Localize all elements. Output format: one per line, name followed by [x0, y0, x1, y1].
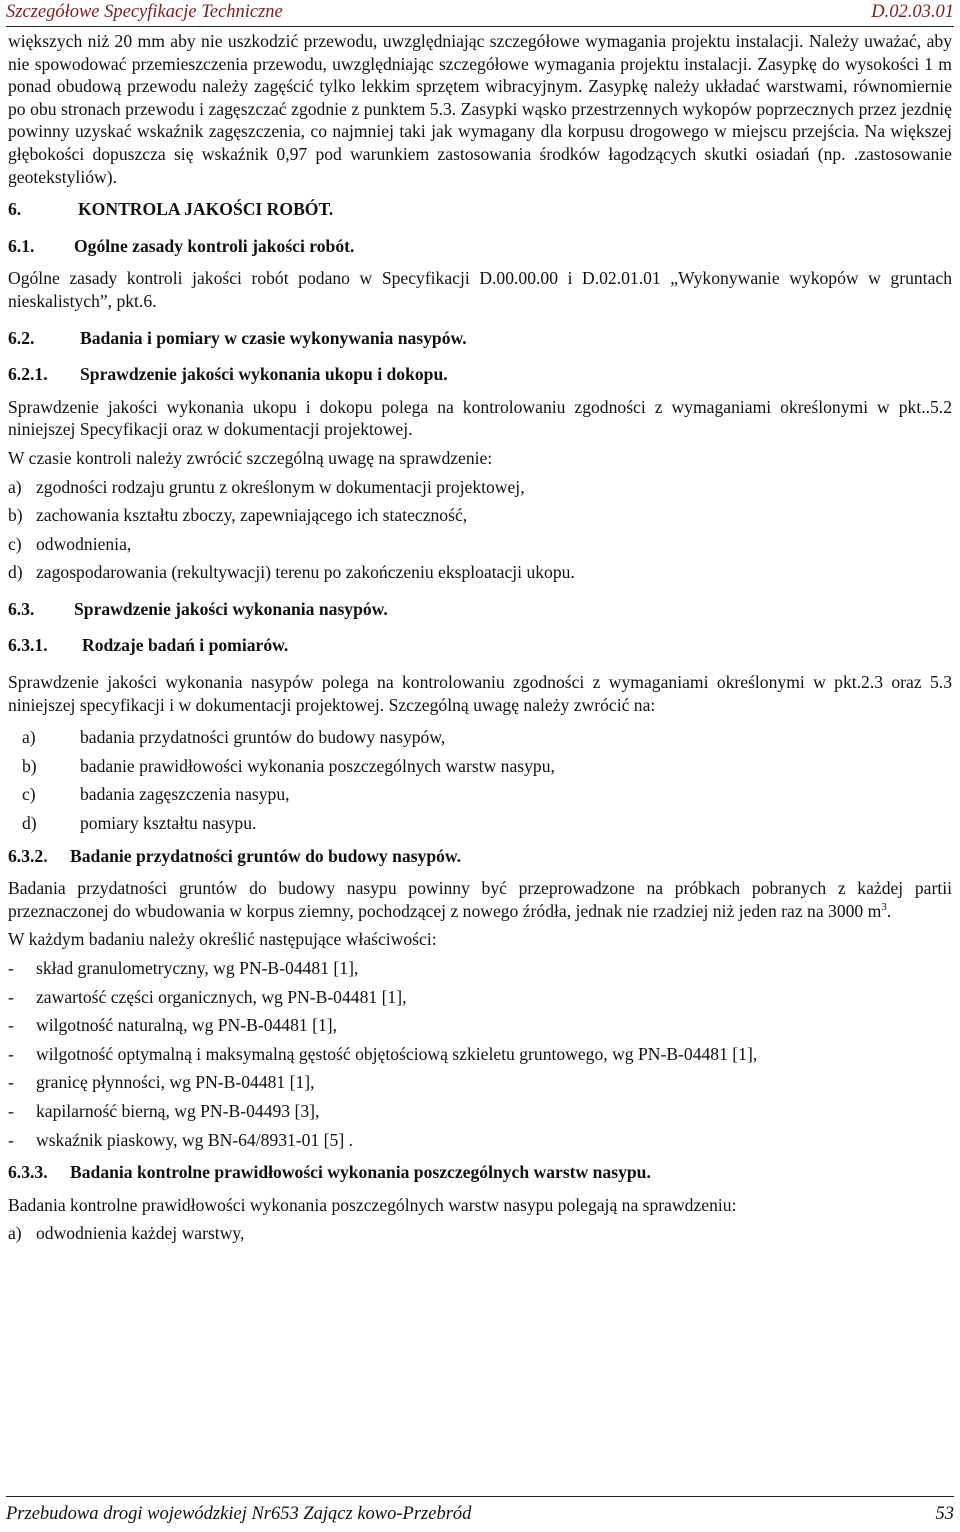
section-6-3-2-list [8, 957, 952, 1151]
section-6-number: 6. [8, 199, 22, 220]
section-6-heading [8, 198, 952, 221]
section-6-3-title: Sprawdzenie jakości wykonania nasypów. [74, 598, 388, 619]
list-marker: a) [8, 476, 22, 497]
page-number: 53 [935, 1504, 954, 1524]
list-text: zachowania kształtu zboczy, zapewniającego ich stateczność, [36, 505, 468, 526]
list-item [8, 1222, 952, 1245]
list-marker: d) [8, 562, 23, 583]
footer-text: Przebudowa drogi wojewódzkiej Nr653 Zającz kowo-Przebród [6, 1504, 472, 1524]
list-marker: - [8, 1100, 14, 1121]
section-6-2-1-number: 6.2.1. [8, 364, 48, 385]
list-item [8, 726, 952, 749]
section-6-3-2-heading [8, 845, 952, 868]
list-text: wskaźnik piaskowy, wg BN-64/8931-01 [5] . [36, 1129, 353, 1150]
list-text: wilgotność optymalną i maksymalną gęstość objętościową szkieletu gruntowego, wg PN-B-04481 [1], [36, 1043, 758, 1064]
list-text: badanie prawidłowości wykonania poszczególnych warstw nasypu, [80, 755, 555, 776]
list-marker: - [8, 986, 14, 1007]
list-text: zawartość części organicznych, wg PN-B-04481 [1], [36, 986, 407, 1007]
section-6-2-1-heading [8, 363, 952, 386]
section-6-1-number: 6.1. [8, 235, 35, 256]
section-6-3-2-number: 6.3.2. [8, 845, 48, 866]
list-item [8, 1129, 952, 1152]
header-code: D.02.03.01 [871, 2, 954, 22]
section-6-3-number: 6.3. [8, 598, 35, 619]
page-footer [6, 1496, 954, 1527]
list-text: odwodnienia, [36, 533, 132, 554]
list-item [8, 504, 952, 527]
section-6-3-2-lead: W każdym badaniu należy określić następujące właściwości: [8, 929, 437, 950]
section-6-3-3-text: Badania kontrolne prawidłowości wykonania poszczególnych warstw nasypu polegają na sprawdzeniu: [8, 1194, 737, 1215]
list-marker: a) [8, 1223, 22, 1244]
list-item [8, 986, 952, 1009]
section-6-3-1-title: Rodzaje badań i pomiarów. [82, 635, 289, 656]
list-item [8, 783, 952, 806]
list-item [8, 1014, 952, 1037]
section-6-3-2-text-body: Badania przydatności gruntów do budowy nasypu powinny być przeprowadzone na próbkach pobranych z każdej partii przeznaczonej do wbudowania w korpus ziemny, pochodzącej z nowego źródła, jednak nie rzadziej niż jeden raz na 3000 m [8, 878, 952, 921]
list-text: wilgotność naturalną, wg PN-B-04481 [1], [36, 1015, 338, 1036]
list-marker: c) [22, 784, 36, 805]
list-text: pomiary kształtu nasypu. [80, 813, 257, 834]
list-marker: - [8, 1072, 14, 1093]
list-text: kapilarność bierną, wg PN-B-04493 [3], [36, 1100, 320, 1121]
list-item [8, 957, 952, 980]
list-text: skład granulometryczny, wg PN-B-04481 [1], [36, 958, 359, 978]
section-6-3-3-number: 6.3.3. [8, 1162, 48, 1183]
section-6-2-1-text: Sprawdzenie jakości wykonania ukopu i dokopu polega na kontrolowaniu zgodności z wymaganiami określonymi w pkt..5.2 niniejszej Specyfikacji oraz w dokumentacji projektowej. [8, 396, 952, 440]
list-marker: b) [8, 505, 23, 526]
list-item [8, 476, 952, 499]
list-item [8, 755, 952, 778]
section-6-3-3-title: Badania kontrolne prawidłowości wykonania poszczególnych warstw nasypu. [70, 1162, 651, 1183]
section-6-3-1-text: Sprawdzenie jakości wykonania nasypów polega na kontrolowaniu zgodności z wymaganiami określonymi w pkt.2.3 oraz 5.3 niniejszej specyfikacji i w dokumentacji projektowej. Szczególną uwagę należy zwrócić na: [8, 672, 952, 715]
section-6-2-heading [8, 327, 952, 350]
list-text: zagospodarowania (rekultywacji) terenu po zakończeniu eksploatacji ukopu. [36, 562, 575, 583]
section-6-1-text: Ogólne zasady kontroli jakości robót podano w Specyfikacji D.00.00.00 i D.02.01.01 „Wykonywanie wykopów w gruntach nieskalistych”, pkt.6. [8, 268, 952, 311]
section-6-3-1-list [8, 726, 952, 834]
section-6-3-heading [8, 598, 952, 621]
section-6-2-1-list [8, 476, 952, 584]
list-marker: d) [22, 813, 37, 834]
list-marker: - [8, 1043, 14, 1064]
section-6-2-number: 6.2. [8, 327, 35, 348]
list-item [8, 1071, 952, 1094]
list-marker: c) [8, 533, 22, 554]
section-6-title: KONTROLA JAKOŚCI ROBÓT. [78, 199, 334, 220]
list-marker: - [8, 958, 14, 978]
list-marker: b) [22, 755, 37, 776]
section-6-2-1-title: Sprawdzenie jakości wykonania ukopu i dokopu. [80, 364, 448, 385]
list-item [8, 1043, 952, 1066]
section-6-2-title: Badania i pomiary w czasie wykonywania nasypów. [80, 327, 467, 348]
list-marker: - [8, 1129, 14, 1150]
list-text: granicę płynności, wg PN-B-04481 [1], [36, 1072, 315, 1093]
header-title: Szczegółowe Specyfikacje Techniczne [6, 2, 283, 22]
list-text: badania zagęszczenia nasypu, [80, 784, 290, 805]
list-item [8, 533, 952, 556]
list-marker: a) [22, 727, 36, 748]
section-6-1-heading [8, 235, 952, 258]
list-item [8, 1100, 952, 1123]
section-6-3-2-text [8, 877, 952, 922]
document-body [8, 30, 952, 1245]
list-text: badania przydatności gruntów do budowy nasypów, [80, 727, 446, 748]
section-6-2-1-lead: W czasie kontroli należy zwrócić szczególną uwagę na sprawdzenie: [8, 447, 493, 468]
list-text: zgodności rodzaju gruntu z określonym w dokumentacji projektowej, [36, 476, 525, 497]
section-6-3-1-heading [8, 634, 952, 657]
section-6-3-2-title: Badanie przydatności gruntów do budowy nasypów. [70, 845, 462, 866]
page-header [6, 0, 954, 27]
intro-paragraph: większych niż 20 mm aby nie uszkodzić przewodu, uwzględniając szczegółowe wymagania projektu instalacji. Należy uważać, aby nie spowodować przemieszczenia przewodu, uwzględniając szczegółowe wymagania projektu instalacji. Zasypkę do wysokości 1 m ponad obudową przewodu należy zagęścić tylko lekkim sprzętem wibracyjnym. Zasypkę należy układać warstwami, równomiernie po obu stronach przewodu i zagęszczać zgodnie z punktem 5.3. Zasypki wąsko przestrzennych wykopów poprzecznych przez jezdnię powinny uzyskać wskaźnik zagęszczenia, co najmniej taki jak wymagany dla korpusu drogowego w miejscu przejścia. Na większej głębokości dopuszcza się wskaźnik 0,97 pod warunkiem zastosowania środków łagodzących skutki osiadań (np. .zastosowanie geotekstyliów). [8, 31, 952, 187]
list-item [8, 561, 952, 584]
list-marker: - [8, 1015, 14, 1036]
section-6-3-3-heading [8, 1161, 952, 1184]
sentence-end: . [886, 900, 892, 921]
superscript: 3 [881, 900, 887, 913]
section-6-1-title: Ogólne zasady kontroli jakości robót. [74, 235, 355, 256]
section-6-3-1-number: 6.3.1. [8, 635, 48, 656]
list-item [8, 812, 952, 835]
list-text: odwodnienia każdej warstwy, [36, 1223, 245, 1244]
